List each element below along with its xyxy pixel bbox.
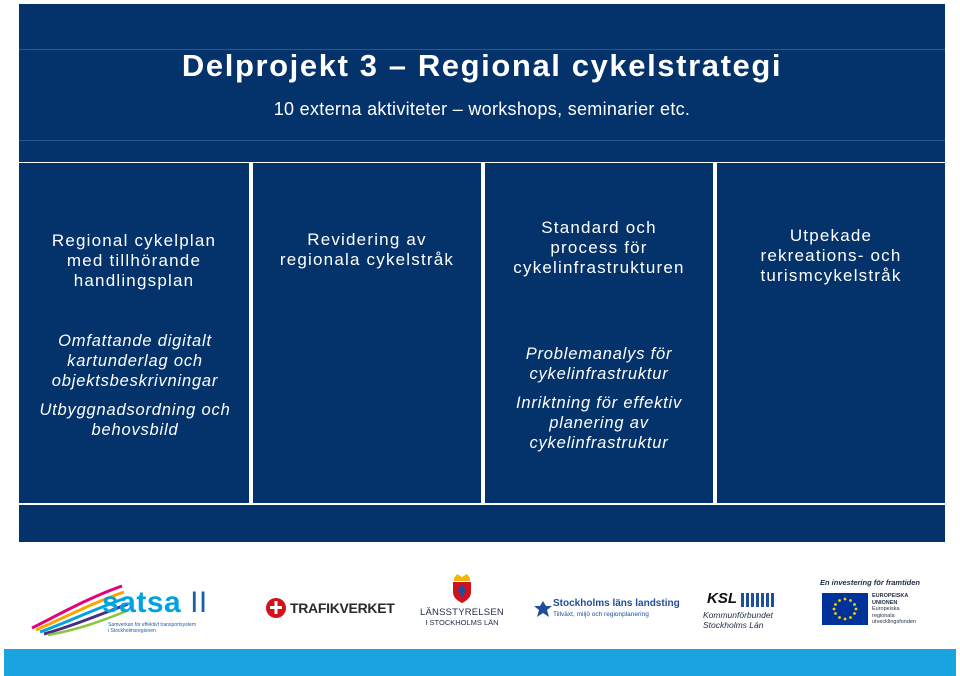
detail-line: Omfattande digitalt: [58, 332, 212, 350]
detail-line: objektsbeskrivningar: [51, 372, 219, 390]
satsa-tagline: Samverkan för effektivt transportsystem: [108, 622, 196, 628]
ksl-logo: [703, 590, 783, 634]
heading-line: turismcykelstråk: [760, 266, 902, 285]
detail-line: behovsbild: [91, 421, 179, 439]
heading-line: rekreations- och: [760, 246, 902, 265]
trafikverket-emblem-icon: [265, 597, 287, 619]
satsa-logo: [30, 580, 235, 636]
details-left: [19, 331, 251, 440]
header-band: [19, 4, 945, 162]
ksl-line: Kommunförbundet: [703, 610, 773, 620]
eu-tagline: En investering för framtiden: [820, 578, 921, 587]
heading-line: Revidering av: [307, 230, 427, 249]
landsting-logo: [533, 598, 680, 628]
heading-line: Regional cykelplan: [51, 231, 217, 250]
partner-logos: [0, 560, 960, 640]
ksl-line: Stockholms Län: [703, 620, 764, 630]
heading-line: cykelinfrastrukturen: [513, 258, 685, 277]
column-heading: [19, 231, 249, 291]
landsting-emblem-icon: [533, 600, 553, 618]
eu-logo: [820, 578, 930, 638]
crown-shield-icon: [450, 572, 474, 604]
activity-grid: [19, 163, 945, 505]
column-utpekade: [717, 163, 945, 503]
landsting-name: Stockholms läns landsting: [553, 598, 680, 609]
satsa-name: satsa: [102, 586, 182, 619]
satsa-tagline: i Stockholmsregionen: [108, 628, 156, 634]
trafikverket-logo: [265, 596, 397, 620]
eu-line: UNIONEN: [872, 599, 898, 606]
lansstyrelsen-logo: [420, 572, 504, 640]
details-right: [485, 344, 713, 453]
column-heading: [485, 218, 713, 278]
detail-line: Inriktning för effektiv: [515, 394, 683, 412]
column-heading: [253, 230, 481, 270]
heading-line: regionala cykelstråk: [279, 250, 455, 269]
eu-flag-icon: [822, 593, 868, 625]
ksl-name: KSL: [707, 590, 737, 607]
footer-bar: [4, 649, 956, 676]
column-revidering: [253, 163, 481, 503]
detail-line: kartunderlag och: [67, 352, 203, 370]
heading-line: handlingsplan: [73, 271, 195, 290]
bottom-band: [19, 505, 945, 542]
satsa-numeral: II: [190, 586, 208, 619]
ksl-stripes-icon: [741, 593, 781, 607]
eu-line: regionala: [872, 612, 895, 619]
detail-line: cykelinfrastruktur: [529, 365, 669, 383]
detail-line: Problemanalys för: [525, 345, 673, 363]
detail-line: cykelinfrastruktur: [529, 434, 669, 452]
heading-line: Utpekade: [789, 226, 873, 245]
landsting-sub: Tillväxt, miljö och regionplanering: [553, 611, 649, 618]
lansstyrelsen-sub: I STOCKHOLMS LÄN: [425, 618, 499, 627]
eu-line: utvecklingsfonden: [872, 619, 917, 625]
heading-line: process för: [550, 238, 648, 257]
eu-line: EUROPEISKA: [872, 593, 909, 599]
trafikverket-name: TRAFIKVERKET: [290, 600, 395, 616]
eu-line: Europeiska: [872, 606, 900, 612]
page-title: Delprojekt 3 – Regional cykelstrategi: [181, 48, 783, 83]
header-divider-bottom: [19, 140, 945, 141]
column-heading: [717, 226, 945, 286]
detail-line: Utbyggnadsordning och: [39, 401, 231, 419]
detail-line: planering av: [549, 414, 649, 432]
heading-line: med tillhörande: [66, 251, 202, 270]
heading-line: Standard och: [541, 218, 657, 237]
lansstyrelsen-name: LÄNSSTYRELSEN: [420, 607, 504, 618]
page-subtitle: 10 externa aktiviteter – workshops, seminarier etc.: [273, 99, 691, 119]
